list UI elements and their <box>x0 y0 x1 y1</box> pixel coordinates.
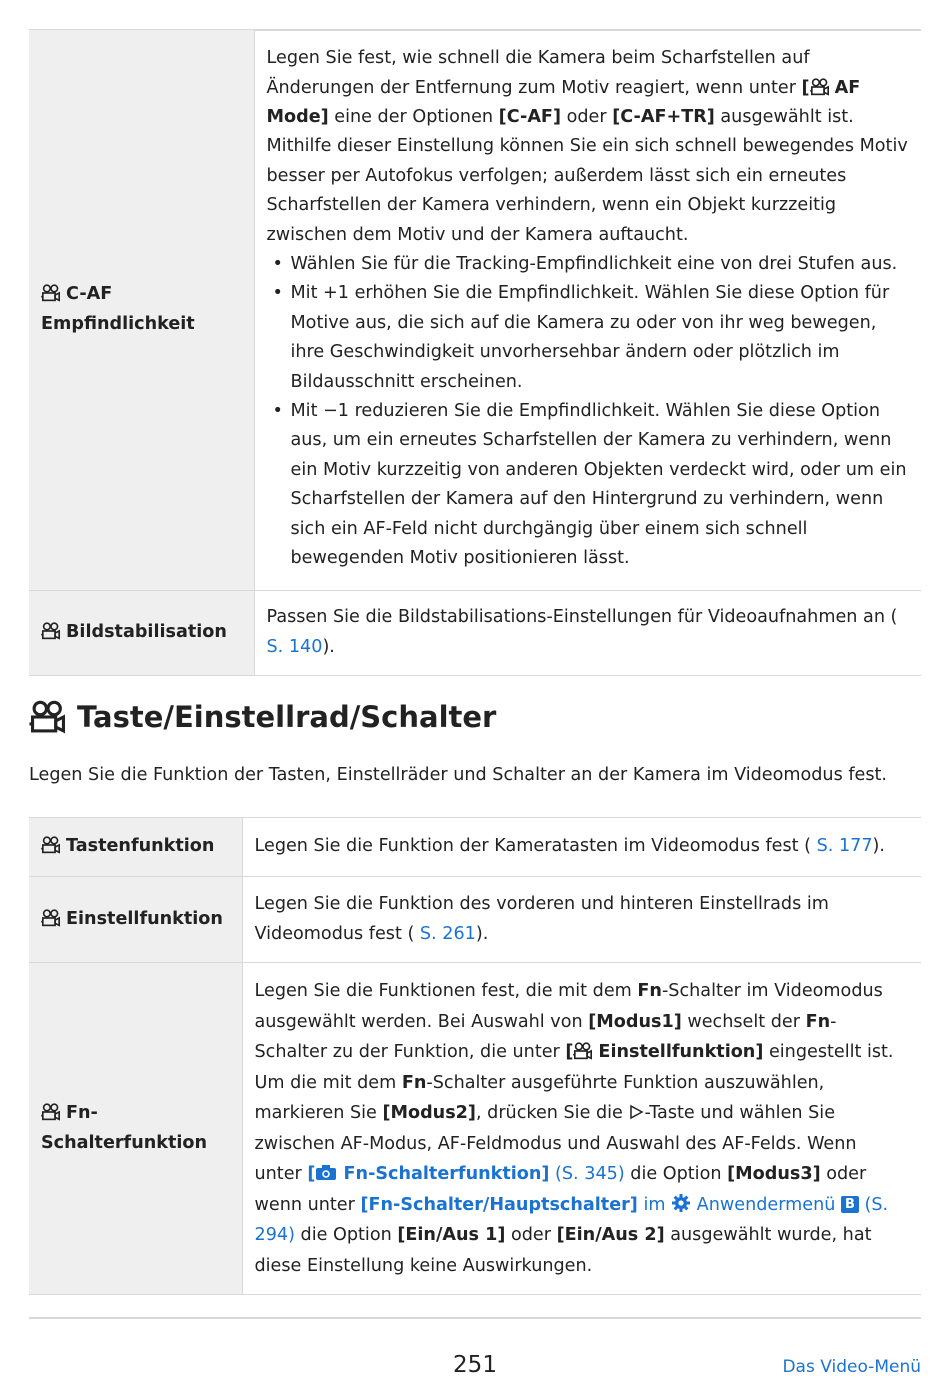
menu-badge: B <box>841 1196 859 1213</box>
list-item: • Mit −1 reduzieren Sie die Empfindlichkeit. Wählen Sie diese Option aus, um ein erneutes Scharfstellen der Kamera zu verhindern, wenn ein Motiv kurzzeitig von anderen Objekten verdeckt wird, oder um ein Scharfstellen der Kamera auf den Hintergrund zu verhindern, wenn sich ein AF-Feld nicht durchgängig über einem sich schnell bewegenden Motiv positionieren lässt. <box>267 397 910 573</box>
video-camera-icon <box>41 284 61 302</box>
list-item: • Wählen Sie für die Tracking-Empfindlichkeit eine von drei Stufen aus. <box>267 250 910 279</box>
row-label: C-AF Empfindlichkeit <box>29 30 254 590</box>
table-row <box>29 590 921 675</box>
row-description <box>254 30 921 590</box>
bullet-list <box>267 250 910 573</box>
video-camera-icon <box>41 836 61 854</box>
list-item: • Mit +1 erhöhen Sie die Empfindlichkeit. Wählen Sie diese Option für Motive aus, die sich auf die Kamera zu oder von ihr weg bewegen, ihre Geschwindigkeit unvorhersehbar ändern oder plötzlich im Bildausschnitt erscheinen. <box>267 279 910 397</box>
page-number: 251 <box>453 1352 497 1378</box>
video-camera-icon <box>41 909 61 927</box>
settings-table-2 <box>29 817 921 1295</box>
settings-table-1 <box>29 30 921 676</box>
video-camera-icon <box>41 1103 61 1121</box>
row-label: Tastenfunktion <box>29 818 242 877</box>
row-label: Bildstabilisation <box>29 590 254 675</box>
table-row <box>29 877 921 963</box>
page-link[interactable]: S. 177 <box>811 836 873 857</box>
video-camera-icon <box>29 700 67 734</box>
row-description: Passen Sie die Bildstabilisations-Einstellungen für Videoaufnahmen an ( S. 140). <box>254 590 921 675</box>
bottom-rule <box>29 1317 921 1319</box>
fn-main-switch-link[interactable]: [Fn-Schalter/Hauptschalter] im Anwendermenü B (S. 294) <box>254 1194 889 1245</box>
section-intro: Legen Sie die Funktion der Tasten, Einstellräder und Schalter an der Kamera im Videomodus fest. <box>29 765 888 785</box>
video-camera-icon <box>573 1042 593 1060</box>
row-description: Legen Sie die Funktion der Kameratasten im Videomodus fest ( S. 177). <box>242 818 921 877</box>
video-camera-icon <box>810 78 830 96</box>
table-row <box>29 963 921 1295</box>
row-label: Fn- Schalterfunktion <box>29 963 242 1295</box>
chapter-link[interactable]: Das Video-Menü <box>782 1357 921 1377</box>
right-triangle-icon <box>628 1104 644 1120</box>
page-link[interactable]: S. 140 <box>266 636 323 657</box>
page-link[interactable]: S. 261 <box>414 923 476 944</box>
table-row <box>29 818 921 877</box>
table-row <box>29 30 921 590</box>
row-description: Legen Sie die Funktion des vorderen und hinteren Einstellrads im Videomodus fest ( S. 261). <box>242 877 921 963</box>
video-camera-icon <box>41 622 61 640</box>
row-description: Legen Sie die Funktionen fest, die mit dem Fn-Schalter im Videomodus ausgewählt werden. Bei Auswahl von [Modus1] wechselt der Fn-Schalter zu der Funktion, die unter [ Einstellfunktion] eingestellt ist. Um die mit dem Fn-Schalter ausgeführte Funktion auszuwählen, markieren Sie [Modus2], drücken Sie die -Taste und wählen Sie zwischen AF-Modus, AF-Feldmodus und Auswahl des AF-Felds. Wenn unter [ Fn-Schalterfunktion] (S. 345) die Option [Modus3] oder wenn unter [Fn-Schalter/Hauptschalter] im Anwendermenü B (S. 294) die Option [Ein/Aus 1] oder [Ein/Aus 2] ausgewählt wurde, hat diese Einstellung keine Auswirkungen. <box>242 963 921 1295</box>
section-heading: Taste/Einstellrad/Schalter <box>29 700 496 734</box>
gear-icon <box>671 1193 691 1213</box>
row-label: Einstellfunktion <box>29 877 242 963</box>
fn-switch-link[interactable]: [ Fn-Schalterfunktion] (S. 345) <box>307 1164 625 1184</box>
description-paragraph: Legen Sie fest, wie schnell die Kamera beim Scharfstellen auf Änderungen der Entfernung zum Motiv reagiert, wenn unter [ AF Mode] eine der Optionen [C-AF] oder [C-AF+TR] ausgewählt ist. Mithilfe dieser Einstellung können Sie ein sich schnell bewegendes Motiv besser per Autofokus verfolgen; außerdem lässt sich ein erneutes Scharfstellen der Kamera verhindern, wenn ein Objekt kurzzeitig zwischen dem Motiv und der Kamera auftaucht. <box>266 48 908 245</box>
camera-icon <box>315 1164 337 1181</box>
